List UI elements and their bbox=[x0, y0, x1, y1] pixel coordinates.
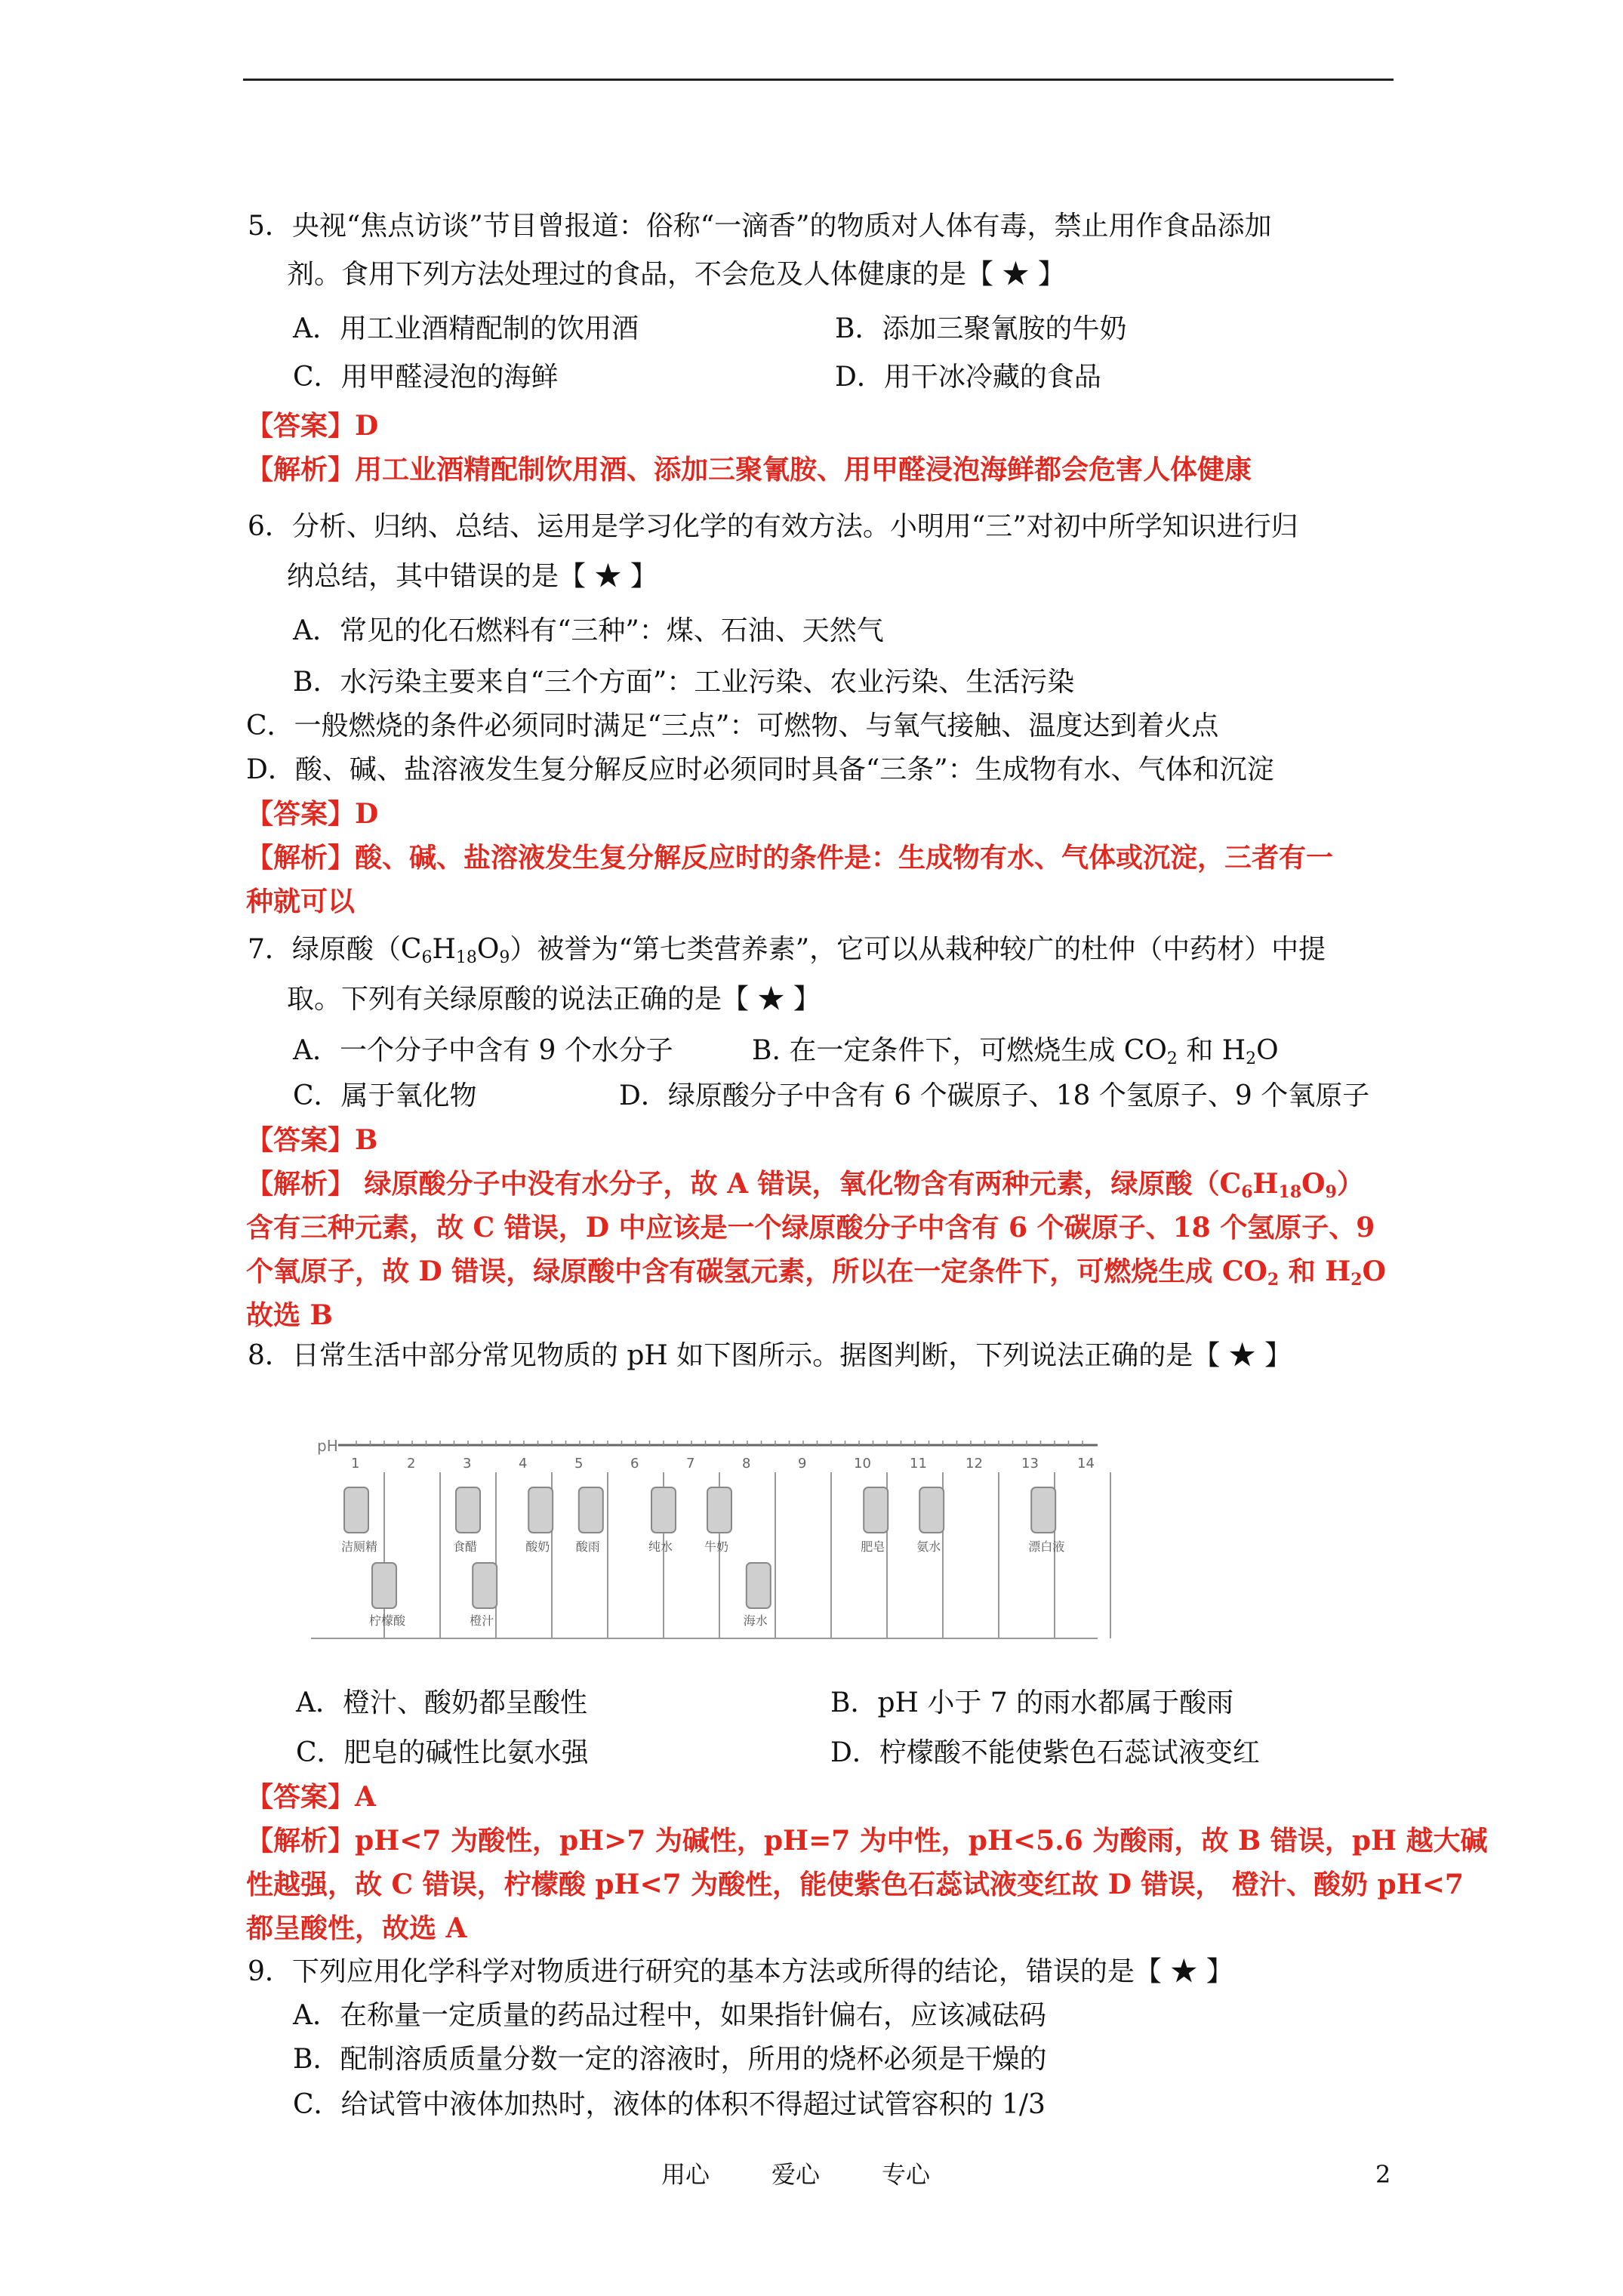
analysis-text: 用工业酒精配制饮用酒、添加三聚氰胺、用甲醛浸泡海鲜都会危害人体健康 bbox=[355, 454, 1252, 485]
analysis-label: 【解析】 bbox=[246, 1825, 356, 1857]
ph-scale-figure bbox=[311, 1419, 1126, 1646]
q8-option-c: C．肥皂的碱性比氨水强 bbox=[296, 1737, 589, 1768]
ph-item-label: 柠檬酸 bbox=[369, 1613, 406, 1628]
q5-option-b: B．添加三聚氰胺的牛奶 bbox=[835, 313, 1127, 344]
q6-analysis-line1 bbox=[246, 840, 1333, 876]
q7-option-c: C．属于氧化物 bbox=[293, 1080, 477, 1111]
ph-tick-label: 5 bbox=[574, 1456, 584, 1472]
q7-answer bbox=[246, 1122, 377, 1158]
q5-option-a: A．用工业酒精配制的饮用酒 bbox=[293, 313, 639, 344]
footer-motto-3: 专心 bbox=[882, 2160, 931, 2189]
q8-option-b: B．pH 小于 7 的雨水都属于酸雨 bbox=[830, 1687, 1234, 1718]
q6-option-b: B．水污染主要来自“三个方面”：工业污染、农业污染、生活污染 bbox=[293, 667, 1075, 698]
ph-item-label: 橙汁 bbox=[470, 1613, 494, 1628]
answer-value: B bbox=[355, 1124, 378, 1156]
analysis-text: 酸、碱、盐溶液发生复分解反应时的条件是：生成物有水、气体或沉淀，三者有一 bbox=[355, 842, 1334, 874]
answer-label: 【答案】 bbox=[246, 1781, 356, 1813]
ph-item-object bbox=[1031, 1487, 1055, 1533]
answer-label: 【答案】 bbox=[246, 1124, 356, 1156]
q7-analysis-line3: 个氧原子，故 D 错误，绿原酸中含有碳氢元素，所以在一定条件下，可燃烧生成 $CO_2$ 和 $H_2O$ bbox=[246, 1256, 1386, 1290]
q8-analysis-line2: 性越强，故 C 错误，柠檬酸 pH<7 为酸性，能使紫色石蕊试液变红故 D 错误， 橙汁、酸奶 pH<7 bbox=[246, 1869, 1464, 1900]
ph-tick-label: 2 bbox=[407, 1456, 416, 1472]
analysis-text: pH<7 为酸性，pH>7 为碱性，pH=7 为中性，pH<5.6 为酸雨，故 B 错误，pH 越大碱 bbox=[355, 1825, 1488, 1857]
q7-analysis-line4: 故选 B bbox=[246, 1299, 333, 1331]
analysis-label: 【解析】 bbox=[246, 842, 356, 874]
ph-item-object bbox=[747, 1563, 771, 1608]
q6-option-a: A．常见的化石燃料有“三种”：煤、石油、天然气 bbox=[293, 615, 884, 646]
ph-tick-label: 7 bbox=[686, 1456, 695, 1472]
q5-answer bbox=[246, 408, 378, 444]
ph-item-object bbox=[372, 1563, 396, 1608]
ph-item-object bbox=[473, 1563, 497, 1608]
answer-value: A bbox=[355, 1781, 376, 1813]
answer-label: 【答案】 bbox=[246, 410, 356, 442]
q8-option-a: A．橙汁、酸奶都呈酸性 bbox=[296, 1687, 587, 1718]
ph-tick-label: 14 bbox=[1077, 1456, 1095, 1472]
q7-analysis-line2: 含有三种元素，故 C 错误，D 中应该是一个绿原酸分子中含有 6 个碳原子、18 个氢原子、9 bbox=[246, 1212, 1375, 1244]
ph-tick-label: 6 bbox=[630, 1456, 639, 1472]
q8-analysis-line1 bbox=[246, 1823, 1488, 1859]
q6-option-c: C．一般燃烧的条件必须同时满足“三点”：可燃物、与氧气接触、温度达到着火点 bbox=[246, 710, 1219, 741]
q9-stem: 9．下列应用化学科学对物质进行研究的基本方法或所得的结论，错误的是【 ★ 】 bbox=[248, 1956, 1233, 1987]
q7-option-b: B. 在一定条件下，可燃烧生成 $CO_2$ 和 $H_2O$ bbox=[752, 1035, 1279, 1068]
ph-tick-label: 1 bbox=[351, 1456, 360, 1472]
q8-analysis-line3: 都呈酸性，故选 A bbox=[246, 1912, 467, 1944]
ph-tick-label: 13 bbox=[1021, 1456, 1039, 1472]
q7-option-a: A．一个分子中含有 9 个水分子 bbox=[293, 1035, 673, 1066]
q7-analysis-line1: 【解析】 绿原酸分子中没有水分子，故 A 错误，氧化物含有两种元素，绿原酸$(C_6H_{18}O_9)$ bbox=[246, 1168, 1364, 1202]
q8-answer bbox=[246, 1779, 376, 1815]
ph-tick-label: 9 bbox=[798, 1456, 807, 1472]
ph-item-label: 肥皂 bbox=[861, 1539, 885, 1554]
ph-item-object bbox=[864, 1487, 888, 1533]
ph-item-object bbox=[456, 1487, 480, 1533]
analysis-label: 【解析】 bbox=[246, 1168, 356, 1200]
ph-item-object bbox=[528, 1487, 553, 1533]
footer-motto-1: 用心 bbox=[661, 2160, 710, 2189]
ph-item-label: 纯水 bbox=[648, 1539, 673, 1554]
q7-stem-line1: 7．绿原酸$(C_6H_{18}O_9)$被誉为“第七类营养素”，它可以从栽种较广的杜仲（中药材）中提 bbox=[248, 934, 1326, 967]
ph-item-label: 酸奶 bbox=[525, 1539, 550, 1554]
ph-axis-label: pH bbox=[317, 1437, 338, 1455]
q6-answer bbox=[246, 796, 378, 832]
ph-tick-label: 4 bbox=[519, 1456, 528, 1472]
ph-item-object bbox=[919, 1487, 944, 1533]
ph-item-label: 洁厕精 bbox=[341, 1539, 378, 1554]
ph-tick-label: 3 bbox=[463, 1456, 472, 1472]
ph-item-label: 酸雨 bbox=[575, 1539, 600, 1554]
q5-option-c: C．用甲醛浸泡的海鲜 bbox=[293, 362, 559, 393]
q6-analysis-line2: 种就可以 bbox=[246, 886, 356, 917]
answer-label: 【答案】 bbox=[246, 798, 356, 830]
ph-item-object bbox=[651, 1487, 676, 1533]
ph-tick-label: 8 bbox=[742, 1456, 751, 1472]
q5-option-d: D．用干冰冷藏的食品 bbox=[835, 362, 1101, 393]
ph-item-object bbox=[579, 1487, 603, 1533]
page-number: 2 bbox=[1375, 2160, 1391, 2189]
q6-stem-line1: 6．分析、归纳、总结、运用是学习化学的有效方法。小明用“三”对初中所学知识进行归 bbox=[248, 511, 1298, 542]
q5-stem-line2: 剂。食用下列方法处理过的食品，不会危及人体健康的是【 ★ 】 bbox=[287, 259, 1065, 290]
ph-tick-label: 11 bbox=[910, 1456, 927, 1472]
q8-stem: 8．日常生活中部分常见物质的 pH 如下图所示。据图判断，下列说法正确的是【 ★ 】 bbox=[248, 1340, 1292, 1371]
q9-option-c: C．给试管中液体加热时，液体的体积不得超过试管容积的 1/3 bbox=[293, 2089, 1046, 2120]
ph-item-label: 食醋 bbox=[453, 1539, 478, 1554]
ph-tick-label: 10 bbox=[854, 1456, 871, 1472]
q7-option-d: D．绿原酸分子中含有 6 个碳原子、18 个氢原子、9 个氧原子 bbox=[619, 1080, 1370, 1111]
q5-stem-line1: 5．央视“焦点访谈”节目曾报道：俗称“一滴香”的物质对人体有毒，禁止用作食品添加 bbox=[248, 211, 1272, 242]
ph-item-object bbox=[707, 1487, 731, 1533]
q9-option-a: A．在称量一定质量的药品过程中，如果指针偏右，应该减砝码 bbox=[293, 2000, 1046, 2031]
ph-tick-label: 12 bbox=[965, 1456, 983, 1472]
q9-option-b: B．配制溶质质量分数一定的溶液时，所用的烧杯必须是干燥的 bbox=[293, 2044, 1047, 2075]
q8-option-d: D．柠檬酸不能使紫色石蕊试液变红 bbox=[830, 1737, 1260, 1768]
analysis-label: 【解析】 bbox=[246, 454, 356, 485]
q5-analysis bbox=[246, 451, 1252, 488]
header-rule bbox=[243, 79, 1394, 81]
ph-item-label: 氨水 bbox=[916, 1539, 941, 1554]
q7-stem-line2: 取。下列有关绿原酸的说法正确的是【 ★ 】 bbox=[287, 984, 821, 1015]
answer-value: D bbox=[355, 410, 379, 442]
ph-item-label: 漂白液 bbox=[1028, 1539, 1065, 1554]
ph-item-label: 海水 bbox=[743, 1613, 768, 1628]
ph-item-label: 牛奶 bbox=[704, 1539, 729, 1554]
q6-stem-line2: 纳总结，其中错误的是【 ★ 】 bbox=[287, 561, 658, 592]
answer-value: D bbox=[355, 798, 379, 830]
ph-item-object bbox=[344, 1487, 368, 1533]
q6-option-d: D．酸、碱、盐溶液发生复分解反应时必须同时具备“三条”：生成物有水、气体和沉淀 bbox=[246, 754, 1274, 785]
footer-motto-2: 爱心 bbox=[771, 2160, 821, 2189]
